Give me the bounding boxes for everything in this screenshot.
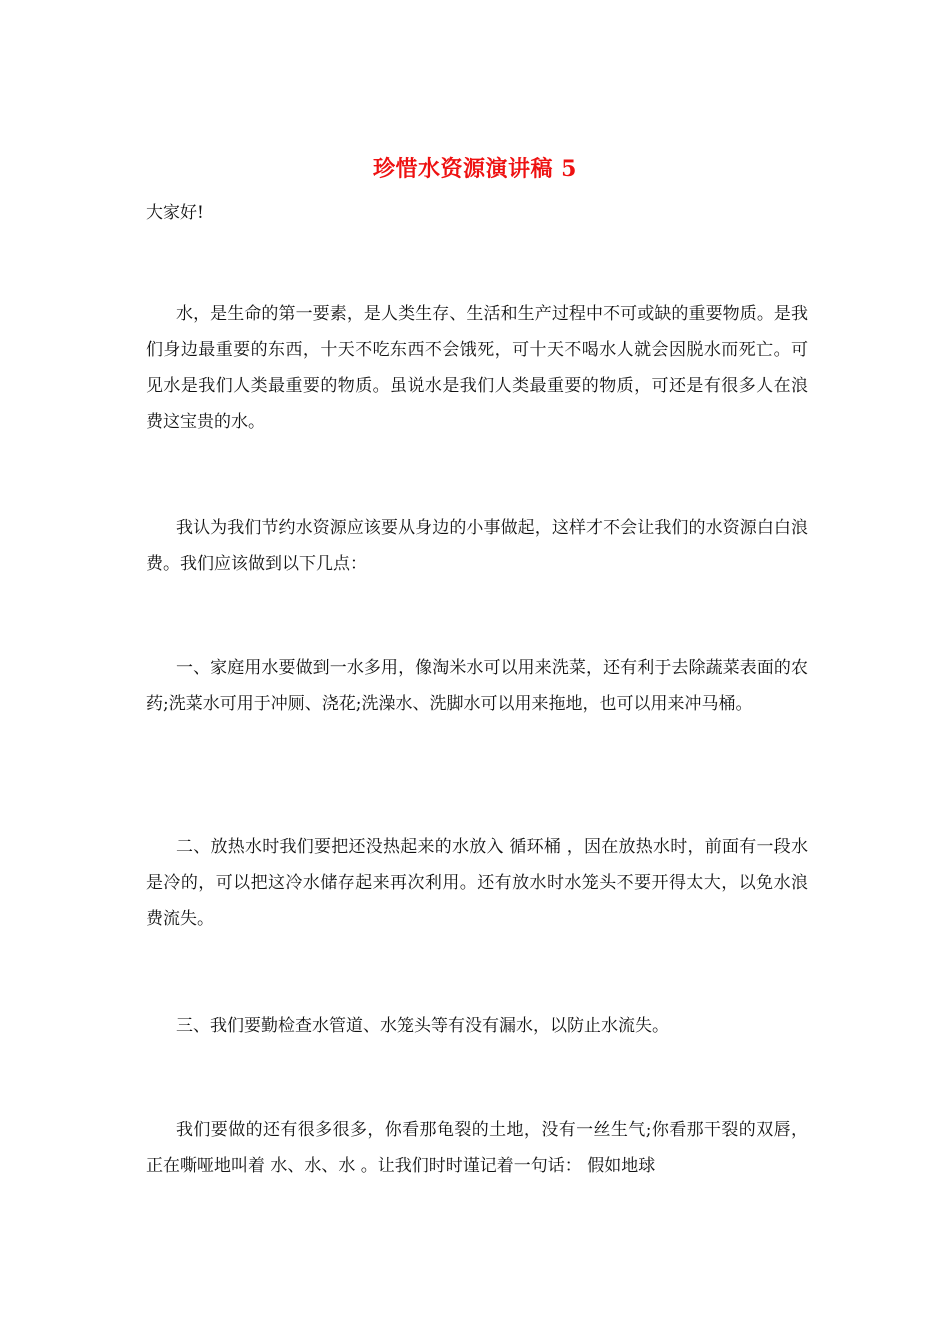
paragraph-6: 我们要做的还有很多很多，你看那龟裂的土地，没有一丝生气;你看那干裂的双唇，正在嘶哑地叫着 水、水、水 。让我们时时谨记着一句话： 假如地球 xyxy=(146,1120,808,1176)
paragraph-2: 我认为我们节约水资源应该要从身边的小事做起，这样才不会让我们的水资源白白浪费。我们应该做到以下几点： xyxy=(146,518,808,574)
paragraph-1: 水，是生命的第一要素，是人类生存、生活和生产过程中不可或缺的重要物质。是我们身边最重要的东西，十天不吃东西不会饿死，可十天不喝水人就会因脱水而死亡。可见水是我们人类最重要的物质。虽说水是我们人类最重要的物质，可还是有很多人在浪费这宝贵的水。 xyxy=(146,304,808,432)
paragraph-3: 一、家庭用水要做到一水多用，像淘米水可以用来洗菜，还有利于去除蔬菜表面的农药;洗菜水可用于冲厕、浇花;洗澡水、洗脚水可以用来拖地，也可以用来冲马桶。 xyxy=(146,658,808,714)
greeting-text: 大家好! xyxy=(146,203,204,223)
paragraph-4: 二、放热水时我们要把还没热起来的水放入 循环桶 ，因在放热水时，前面有一段水是冷的，可以把这冷水储存起来再次利用。还有放水时水笼头不要开得太大，以免水浪费流失。 xyxy=(146,837,808,929)
paragraph-5: 三、我们要勤检查水管道、水笼头等有没有漏水，以防止水流失。 xyxy=(176,1016,669,1036)
document-title: 珍惜水资源演讲稿 5 xyxy=(373,156,577,182)
